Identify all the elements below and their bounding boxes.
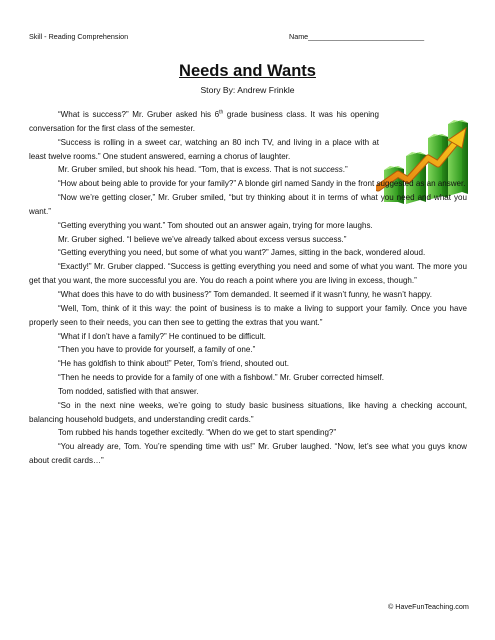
- header-subject: Skill - Reading Comprehension: [29, 32, 129, 41]
- story-paragraph: “Getting everything you need, but some of what you want?” James, sitting in the back, wondered aloud.: [58, 248, 426, 258]
- story-paragraph: “You already are, Tom. You’re spending time with us!” Mr. Gruber laughed. “Now, let’s see what you guys know about credit cards…”: [29, 442, 467, 466]
- story-paragraph: “What is success?” Mr. Gruber asked his 6th grade business class. It was his opening conversation for the first class of the semester.: [29, 109, 379, 133]
- story-paragraph: “Getting everything you want.” Tom shouted out an answer again, trying for more laughs.: [58, 220, 373, 230]
- story-body: [29, 108, 467, 468]
- story-paragraph: “What if I don’t have a family?” He continued to be difficult.: [58, 331, 266, 341]
- story-paragraph: Tom rubbed his hands together excitedly. “When do we get to start spending?”: [58, 428, 337, 438]
- story-paragraph: “Success is rolling in a sweet car, watching an 80 inch TV, and living in a place with at least twelve rooms.” One student answered, earning a chorus of laughter.: [29, 137, 379, 161]
- name-field-label: Name_____________________________: [289, 32, 425, 41]
- story-paragraph: “So in the next nine weeks, we’re going to study basic business situations, like having a checking account, balancing household budgets, and understanding credit cards.”: [29, 400, 467, 424]
- story-paragraph: “What does this have to do with business?” Tom demanded. It seemed if it wasn’t funny, he wasn’t happy.: [58, 289, 432, 299]
- story-paragraph: “Then you have to provide for yourself, a family of one.”: [58, 345, 256, 355]
- page-title: Needs and Wants: [179, 62, 316, 80]
- story-paragraph: “Well, Tom, think of it this way: the point of business is to make a living to support your family. Once you have properly seen to their needs, you can then see to getting the extras that you want.”: [29, 303, 467, 327]
- story-paragraph: “Exactly!” Mr. Gruber clapped. “Success is getting everything you need and some of what you want. The more you get that you want, the more successful you are. You do reach a point where you are living in excess, though.”: [29, 262, 467, 286]
- story-byline: Story By: Andrew Frinkle: [200, 85, 295, 95]
- copyright-footer: © HaveFunTeaching.com: [388, 602, 469, 611]
- story-paragraph: “How about being able to provide for your family?” A blonde girl named Sandy in the front suggested as an answer.: [58, 179, 466, 189]
- story-paragraph: “Now we’re getting closer,” Mr. Gruber smiled, “but try thinking about it in terms of what you need and what you want.”: [29, 193, 467, 216]
- story-paragraph: “He has goldfish to think about!” Peter, Tom’s friend, shouted out.: [58, 359, 289, 369]
- story-paragraph: “Then he needs to provide for a family of one with a fishbowl.” Mr. Gruber corrected himself.: [58, 373, 385, 383]
- story-paragraph: Tom nodded, satisfied with that answer.: [58, 386, 199, 396]
- story-paragraph: Mr. Gruber sighed. “I believe we’ve already talked about excess versus success.”: [58, 234, 347, 244]
- story-paragraph: Mr. Gruber smiled, but shook his head. “Tom, that is excess. That is not success.”: [58, 165, 348, 175]
